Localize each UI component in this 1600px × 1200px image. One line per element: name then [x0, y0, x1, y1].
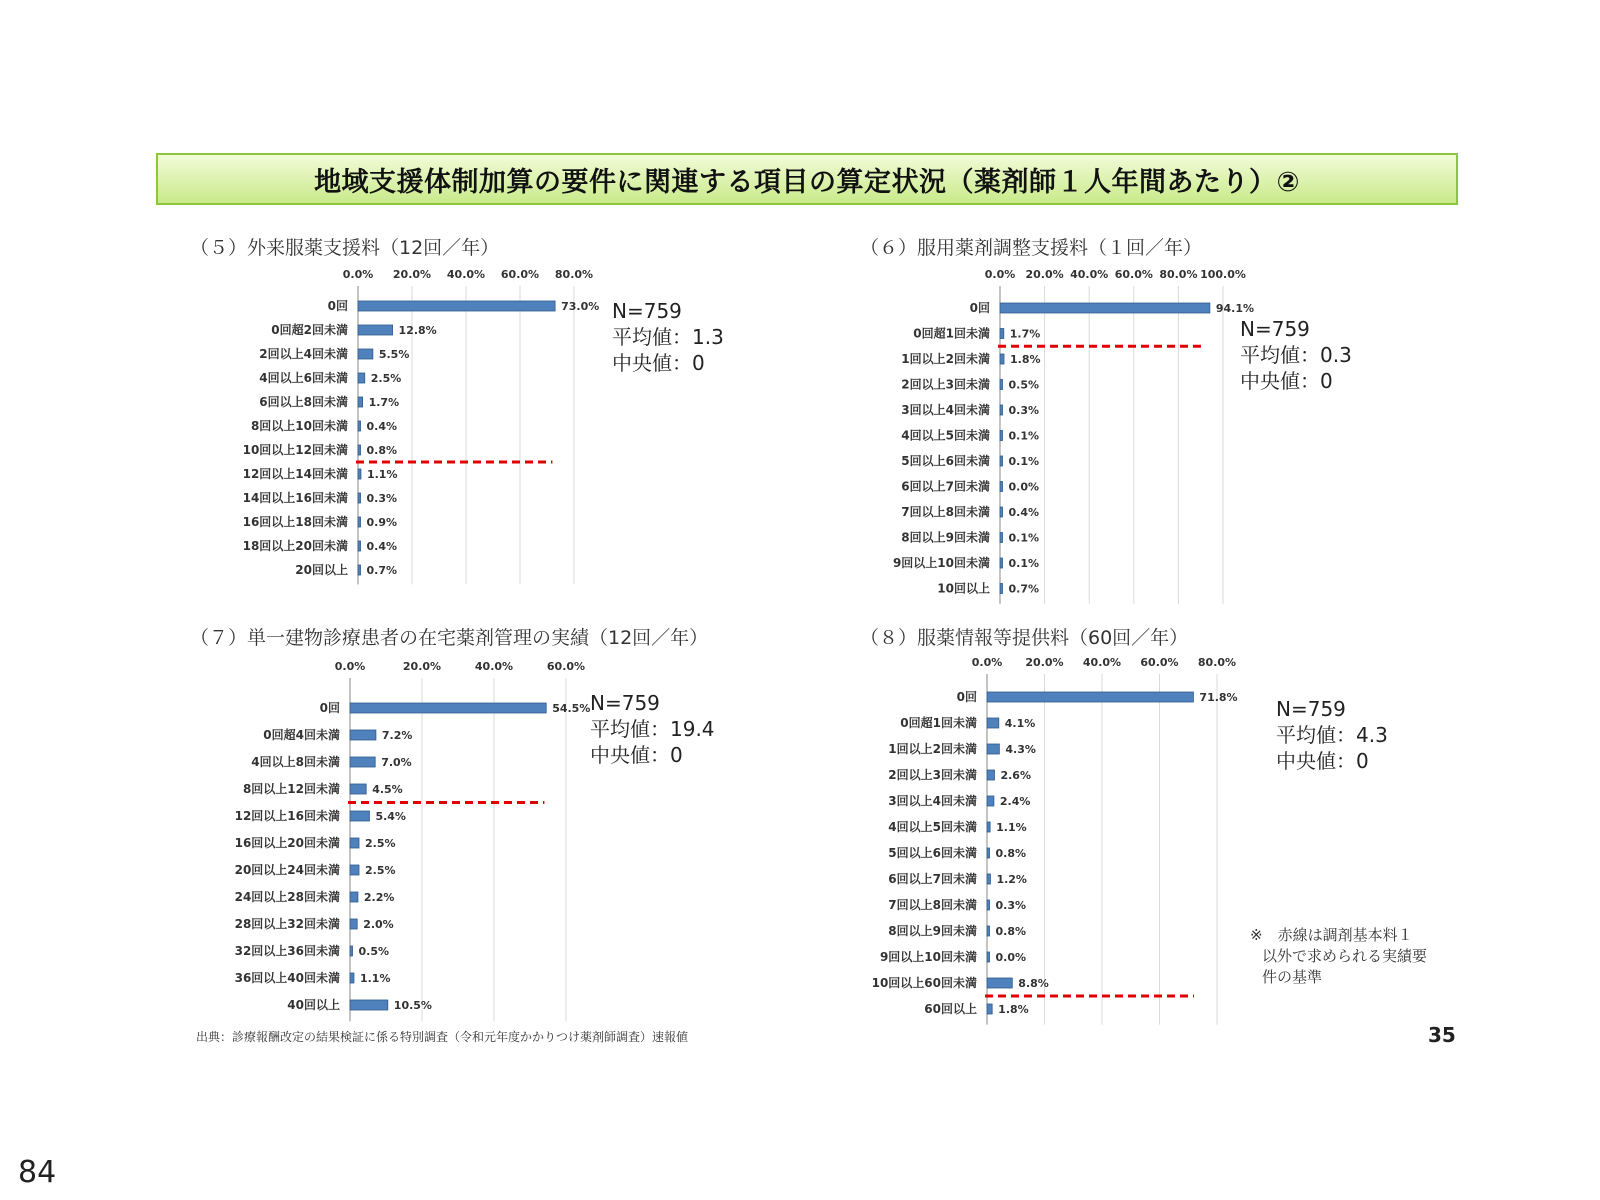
chart6-n: N=759 — [1240, 317, 1310, 341]
value-label: 0.3% — [1008, 404, 1040, 417]
note-line-2: 以外で求められる実績要 — [1262, 947, 1428, 965]
x-tick-label: 80.0% — [1197, 656, 1237, 669]
chart6-title: （６）服用薬剤調整支援料（１回／年） — [860, 237, 1203, 259]
category-label: 4回以上5回未満 — [901, 428, 990, 443]
value-label: 5.5% — [378, 348, 410, 361]
value-label: 0.8% — [995, 847, 1027, 860]
bar — [987, 978, 1012, 988]
x-tick-label: 20.0% — [402, 660, 442, 673]
bar — [358, 397, 363, 407]
value-label: 73.0% — [561, 300, 600, 313]
bar — [358, 373, 365, 383]
bar — [1000, 533, 1003, 543]
x-tick-label: 40.0% — [1070, 268, 1109, 281]
bar — [358, 493, 361, 503]
value-label: 10.5% — [393, 999, 432, 1012]
bar — [358, 349, 373, 359]
x-tick-label: 20.0% — [1025, 656, 1064, 669]
category-label: 0回 — [327, 299, 348, 313]
bar — [987, 822, 990, 832]
value-label: 0.0% — [1008, 480, 1040, 494]
bar — [350, 946, 353, 956]
value-label: 0.3% — [995, 899, 1027, 912]
value-label: 0.1% — [1008, 455, 1040, 468]
x-tick-label: 40.0% — [1082, 656, 1122, 669]
chart5-median: 中央値：0 — [612, 351, 705, 375]
x-tick-label: 80.0% — [554, 268, 594, 281]
chart6-mean: 平均値：0.3 — [1240, 343, 1352, 367]
chart5-svg — [200, 268, 620, 588]
value-label: 0.4% — [366, 420, 398, 433]
x-tick-label: 40.0% — [446, 268, 486, 281]
category-label: 9回以上10回未満 — [879, 950, 977, 964]
value-label: 4.1% — [1004, 717, 1036, 730]
bar — [987, 926, 990, 936]
value-label: 1.1% — [359, 972, 391, 985]
x-tick-label: 0.0% — [971, 656, 1003, 669]
bar — [1000, 456, 1003, 466]
chart8-mean: 平均値：4.3 — [1276, 723, 1388, 747]
bar — [987, 692, 1193, 702]
page-title: 地域支援体制加算の要件に関連する項目の算定状況（薬剤師１人年間あたり）② — [314, 166, 1300, 198]
document-page-number: 84 — [18, 1155, 57, 1190]
category-label: 6回以上7回未満 — [888, 872, 977, 886]
value-label: 5.4% — [375, 810, 406, 823]
chart8-title: （８）服薬情報等提供料（60回／年） — [860, 627, 1189, 649]
category-label: 9回以上10回未満 — [892, 556, 990, 570]
value-label: 0.9% — [366, 516, 398, 529]
bar — [350, 703, 546, 713]
bar — [350, 757, 375, 767]
chart5-mean: 平均値：1.3 — [612, 325, 724, 349]
value-label: 4.5% — [372, 783, 403, 796]
value-label: 7.0% — [381, 756, 412, 769]
chart7-median: 中央値：0 — [590, 743, 683, 767]
bar — [1000, 558, 1003, 568]
bar — [987, 744, 999, 754]
x-tick-label: 40.0% — [474, 660, 514, 673]
category-label: 18回以上20回未満 — [242, 539, 348, 553]
bar — [358, 517, 361, 527]
bar — [350, 1000, 388, 1010]
category-label: 3回以上4回未満 — [901, 403, 990, 417]
bar — [350, 730, 376, 740]
value-label: 0.3% — [366, 492, 398, 505]
bar — [358, 469, 361, 479]
bar — [987, 848, 990, 858]
category-label: 1回以上2回未満 — [888, 742, 977, 756]
value-label: 0.0% — [995, 951, 1027, 964]
value-label: 7.2% — [381, 729, 413, 742]
chart6-svg — [865, 268, 1285, 603]
category-label: 7回以上8回未満 — [901, 505, 990, 519]
value-label: 94.1% — [1215, 302, 1255, 315]
bar — [350, 919, 357, 929]
value-label: 0.7% — [366, 564, 398, 577]
note-line-1: ※ 赤線は調剤基本料１ — [1250, 926, 1413, 944]
value-label: 2.5% — [365, 864, 396, 877]
category-label: 4回以上8回未満 — [251, 755, 340, 769]
category-label: 5回以上6回未満 — [888, 846, 977, 860]
category-label: 10回以上 — [937, 581, 990, 596]
category-label: 0回超1回未満 — [913, 326, 990, 341]
category-label: 20回以上24回未満 — [234, 863, 340, 877]
value-label: 0.1% — [1008, 429, 1040, 443]
chart6-stats — [1240, 316, 1352, 394]
chart8-median: 中央値：0 — [1276, 749, 1369, 773]
bar — [350, 838, 359, 848]
chart7-title: （７）単一建物診療患者の在宅薬剤管理の実績（12回／年） — [190, 627, 709, 649]
value-label: 0.4% — [366, 540, 398, 553]
category-label: 40回以上 — [287, 998, 340, 1012]
x-tick-label: 20.0% — [392, 268, 432, 281]
value-label: 0.4% — [1008, 506, 1040, 519]
bar — [1000, 507, 1003, 517]
category-label: 16回以上20回未満 — [234, 836, 340, 850]
source-note: 出典：診療報酬改定の結果検証に係る特別調査（令和元年度かかりつけ薬剤師調査）速報値 — [196, 1030, 689, 1044]
category-label: 0回超2回未満 — [271, 323, 348, 337]
bar — [350, 892, 358, 902]
category-label: 2回以上4回未満 — [259, 347, 348, 361]
bar — [1000, 431, 1003, 441]
bar — [987, 796, 994, 806]
note-line-3: 件の基準 — [1262, 968, 1323, 986]
category-label: 3回以上4回未満 — [888, 794, 977, 808]
bar — [350, 784, 366, 794]
value-label: 4.3% — [1005, 743, 1036, 756]
value-label: 54.5% — [552, 702, 591, 715]
category-label: 28回以上32回未満 — [234, 917, 340, 931]
value-label: 12.8% — [398, 324, 437, 337]
category-label: 16回以上18回未満 — [242, 515, 348, 529]
x-tick-label: 0.0% — [984, 268, 1016, 281]
bar — [987, 1004, 992, 1014]
chart7-stats — [590, 690, 715, 768]
threshold-note — [1250, 925, 1450, 988]
category-label: 2回以上3回未満 — [901, 377, 990, 392]
value-label: 0.5% — [1008, 378, 1040, 392]
x-tick-label: 100.0% — [1200, 268, 1246, 281]
value-label: 2.5% — [365, 837, 396, 850]
category-label: 8回以上10回未満 — [250, 419, 348, 433]
category-label: 32回以上36回未満 — [234, 944, 340, 958]
x-tick-label: 60.0% — [500, 268, 540, 281]
chart5-stats — [612, 298, 724, 376]
bar — [358, 565, 361, 575]
x-tick-label: 60.0% — [1114, 268, 1153, 281]
value-label: 71.8% — [1199, 691, 1238, 704]
value-label: 0.1% — [1008, 557, 1040, 570]
category-label: 12回以上14回未満 — [242, 467, 348, 481]
category-label: 0回 — [319, 701, 340, 715]
bar — [987, 718, 999, 728]
value-label: 0.5% — [358, 945, 390, 958]
value-label: 8.8% — [1018, 977, 1049, 990]
category-label: 4回以上5回未満 — [888, 820, 977, 834]
category-label: 24回以上28回未満 — [234, 890, 340, 904]
slide-page-number: 35 — [1428, 1023, 1456, 1047]
value-label: 0.8% — [366, 444, 398, 457]
category-label: 10回以上12回未満 — [242, 443, 348, 457]
value-label: 1.7% — [1009, 327, 1041, 341]
bar — [358, 541, 361, 551]
category-label: 14回以上16回未満 — [242, 491, 348, 505]
x-tick-label: 60.0% — [1140, 656, 1179, 669]
category-label: 1回以上2回未満 — [901, 352, 990, 366]
chart7-mean: 平均値：19.4 — [590, 717, 715, 741]
bar — [1000, 405, 1003, 415]
bar — [987, 874, 990, 884]
category-label: 2回以上3回未満 — [888, 768, 977, 782]
category-label: 0回 — [956, 690, 977, 704]
category-label: 0回 — [969, 301, 990, 315]
category-label: 8回以上9回未満 — [888, 924, 977, 938]
chart7-n: N=759 — [590, 691, 660, 715]
category-label: 6回以上8回未満 — [259, 395, 348, 409]
value-label: 2.6% — [1000, 769, 1031, 782]
chart5-n: N=759 — [612, 299, 682, 323]
value-label: 1.2% — [996, 873, 1027, 886]
chart5-title: （５）外来服薬支援料（12回／年） — [190, 237, 500, 259]
bar — [1000, 482, 1003, 492]
value-label: 0.7% — [1008, 582, 1040, 596]
bar — [1000, 380, 1003, 390]
value-label: 2.5% — [370, 372, 402, 385]
value-label: 0.8% — [995, 925, 1027, 938]
bar — [987, 952, 990, 962]
category-label: 6回以上7回未満 — [901, 479, 990, 494]
bar — [358, 445, 361, 455]
value-label: 2.4% — [999, 795, 1031, 808]
value-label: 1.7% — [368, 396, 400, 409]
bar — [358, 325, 393, 335]
category-label: 5回以上6回未満 — [901, 454, 990, 468]
value-label: 2.2% — [363, 891, 395, 904]
category-label: 0回超1回未満 — [900, 716, 977, 730]
title-banner — [156, 153, 1458, 205]
category-label: 10回以上60回未満 — [871, 976, 977, 990]
x-tick-label: 0.0% — [334, 660, 366, 673]
category-label: 8回以上9回未満 — [901, 530, 990, 545]
chart8-svg — [842, 656, 1262, 1026]
x-tick-label: 20.0% — [1025, 268, 1064, 281]
bar — [987, 770, 994, 780]
bar — [350, 811, 369, 821]
category-label: 20回以上 — [295, 563, 348, 577]
chart8-stats — [1276, 696, 1388, 774]
category-label: 12回以上16回未満 — [234, 809, 340, 823]
bar — [350, 973, 354, 983]
value-label: 2.0% — [363, 918, 394, 931]
bar — [1000, 329, 1004, 339]
bar — [1000, 303, 1210, 313]
x-tick-label: 60.0% — [546, 660, 586, 673]
category-label: 36回以上40回未満 — [234, 971, 340, 985]
chart8-n: N=759 — [1276, 697, 1346, 721]
bar — [1000, 354, 1004, 364]
category-label: 7回以上8回未満 — [888, 898, 977, 912]
bar — [358, 301, 555, 311]
x-tick-label: 80.0% — [1159, 268, 1198, 281]
category-label: 0回超4回未満 — [263, 728, 340, 742]
value-label: 1.1% — [996, 821, 1027, 834]
bar — [350, 865, 359, 875]
chart6-median: 中央値：0 — [1240, 369, 1333, 393]
x-tick-label: 0.0% — [342, 268, 374, 281]
bar — [987, 900, 990, 910]
chart7-svg — [200, 660, 620, 1020]
category-label: 4回以上6回未満 — [259, 371, 348, 385]
value-label: 1.8% — [998, 1003, 1029, 1016]
bar — [1000, 584, 1003, 594]
category-label: 60回以上 — [924, 1002, 977, 1016]
bar — [358, 421, 361, 431]
value-label: 0.1% — [1008, 531, 1040, 545]
value-label: 1.8% — [1010, 353, 1041, 366]
value-label: 1.1% — [366, 468, 398, 481]
category-label: 8回以上12回未満 — [242, 782, 340, 796]
